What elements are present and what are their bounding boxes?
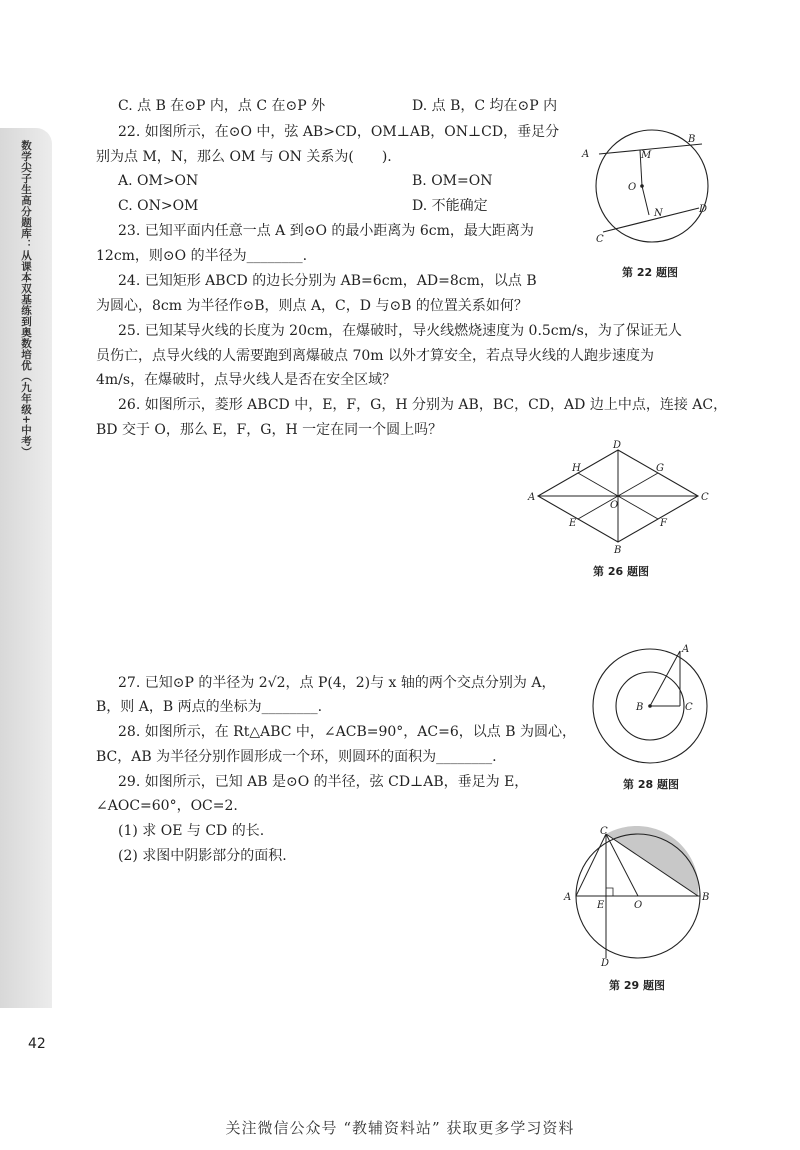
q21-option-d: D. 点 B，C 均在⊙P 内 — [412, 98, 558, 114]
q22-option-a: A. OM>ON — [118, 173, 199, 189]
fig22-label-d: D — [699, 204, 708, 215]
fig29-caption: 第 29 题图 — [609, 979, 665, 992]
fig28-center-point — [648, 704, 652, 708]
q29-sub-2: (2) 求图中阴影部分的面积. — [118, 848, 287, 864]
q25-line-3: 4m/s，在爆破时，点导火线人是否在安全区域？ — [96, 372, 397, 388]
fig29-line-ca — [576, 834, 606, 896]
fig26-line-og — [618, 473, 658, 496]
fig22-chord-cd — [603, 208, 699, 232]
q26-line-1: 26. 如图所示，菱形 ABCD 中，E，F，G，H 分别为 AB，BC，CD，AD 边上中点，连接 AC， — [118, 397, 728, 413]
fig28-caption: 第 28 题图 — [623, 778, 679, 791]
q21-option-c: C. 点 B 在⊙P 内，点 C 在⊙P 外 — [118, 98, 326, 114]
fig22-label-c: C — [596, 234, 604, 245]
fig22-label-m: M — [641, 150, 652, 161]
fig22-label-o: O — [628, 182, 637, 193]
fig26-line-of — [618, 496, 658, 519]
page-number: 42 — [28, 1036, 46, 1052]
fig26-label-b: B — [614, 545, 622, 555]
figure-29 — [562, 826, 722, 966]
q24-line-1: 24. 已知矩形 ABCD 的边长分别为 AB=6cm，AD=8cm，以点 B — [118, 273, 537, 289]
fig29-label-o: O — [634, 900, 643, 911]
book-title-vertical: 数学尖子生高分题库：从课本双基练到奥数培优（九年级+中考） — [20, 140, 32, 458]
fig28-label-a: A — [682, 644, 690, 655]
fig26-label-f: F — [660, 518, 667, 529]
fig29-label-b: B — [702, 892, 710, 903]
q29-sub-1: (1) 求 OE 与 CD 的长. — [118, 823, 265, 839]
q22-option-c: C. ON>OM — [118, 198, 199, 214]
fig22-label-b: B — [688, 134, 696, 145]
figure-28 — [592, 638, 732, 768]
fig26-label-h: H — [572, 463, 581, 474]
q22-option-b: B. OM=ON — [412, 173, 493, 189]
fig26-label-e: E — [569, 518, 577, 529]
q27-line-1: 27. 已知⊙P 的半径为 2√2，点 P(4，2)与 x 轴的两个交点分别为 A， — [118, 675, 556, 691]
fig22-on — [642, 186, 649, 215]
q29-line-2: ∠AOC=60°，OC=2. — [96, 798, 238, 814]
fig22-label-a: A — [582, 149, 590, 160]
fig26-label-c: C — [701, 492, 709, 503]
q24-line-2: 为圆心，8cm 为半径作⊙B，则点 A，C，D 与⊙B 的位置关系如何？ — [96, 298, 528, 314]
fig26-label-d: D — [613, 440, 622, 451]
fig26-label-a: A — [528, 492, 536, 503]
fig22-label-n: N — [654, 208, 663, 219]
q23-line-2: 12cm，则⊙O 的半径为________. — [96, 248, 308, 264]
footer-note: 关注微信公众号 “教辅资料站” 获取更多学习资料 — [225, 1119, 575, 1137]
figure-22 — [578, 120, 728, 250]
fig26-caption: 第 26 题图 — [593, 565, 649, 578]
fig26-label-o: O — [610, 500, 619, 511]
fig26-label-g: G — [656, 463, 664, 474]
q22-option-d: D. 不能确定 — [412, 198, 488, 214]
fig28-line-ba — [650, 651, 680, 706]
fig29-label-d: D — [601, 958, 610, 966]
fig22-center-point — [640, 184, 644, 188]
fig28-label-c: C — [685, 702, 693, 713]
q22-line-1: 22. 如图所示，在⊙O 中，弦 AB>CD，OM⊥AB，ON⊥CD，垂足分 — [118, 124, 560, 140]
q23-line-1: 23. 已知平面内任意一点 A 到⊙O 的最小距离为 6cm，最大距离为 — [118, 223, 534, 239]
fig22-circle — [596, 130, 708, 242]
fig29-label-c: C — [600, 826, 608, 837]
q28-line-1: 28. 如图所示，在 Rt△ABC 中，∠ACB=90°，AC=6，以点 B 为圆心， — [118, 724, 576, 740]
fig26-line-oh — [578, 473, 618, 496]
q26-line-2: BD 交于 O，那么 E，F，G，H 一定在同一个圆上吗？ — [96, 422, 443, 438]
q29-line-1: 29. 如图所示，已知 AB 是⊙O 的半径，弦 CD⊥AB，垂足为 E， — [118, 774, 529, 790]
q27-line-2: B，则 A，B 两点的坐标为________. — [96, 699, 323, 715]
q22-line-2: 别为点 M，N，那么 OM 与 ON 关系为( ). — [96, 149, 392, 165]
fig29-label-e: E — [597, 900, 605, 911]
fig29-right-angle-mark — [606, 888, 613, 896]
figure-26 — [520, 440, 720, 555]
fig22-caption: 第 22 题图 — [622, 266, 678, 279]
fig28-label-b: B — [636, 702, 644, 713]
q28-line-2: BC，AB 为半径分别作圆形成一个环，则圆环的面积为________. — [96, 749, 497, 765]
fig29-label-a: A — [564, 892, 572, 903]
q25-line-2: 员伤亡，点导火线的人需要跑到离爆破点 70m 以外才算安全，若点导火线的人跑步速度为 — [96, 348, 654, 364]
q25-line-1: 25. 已知某导火线的长度为 20cm，在爆破时，导火线燃烧速度为 0.5cm/s，为了保证无人 — [118, 323, 682, 339]
